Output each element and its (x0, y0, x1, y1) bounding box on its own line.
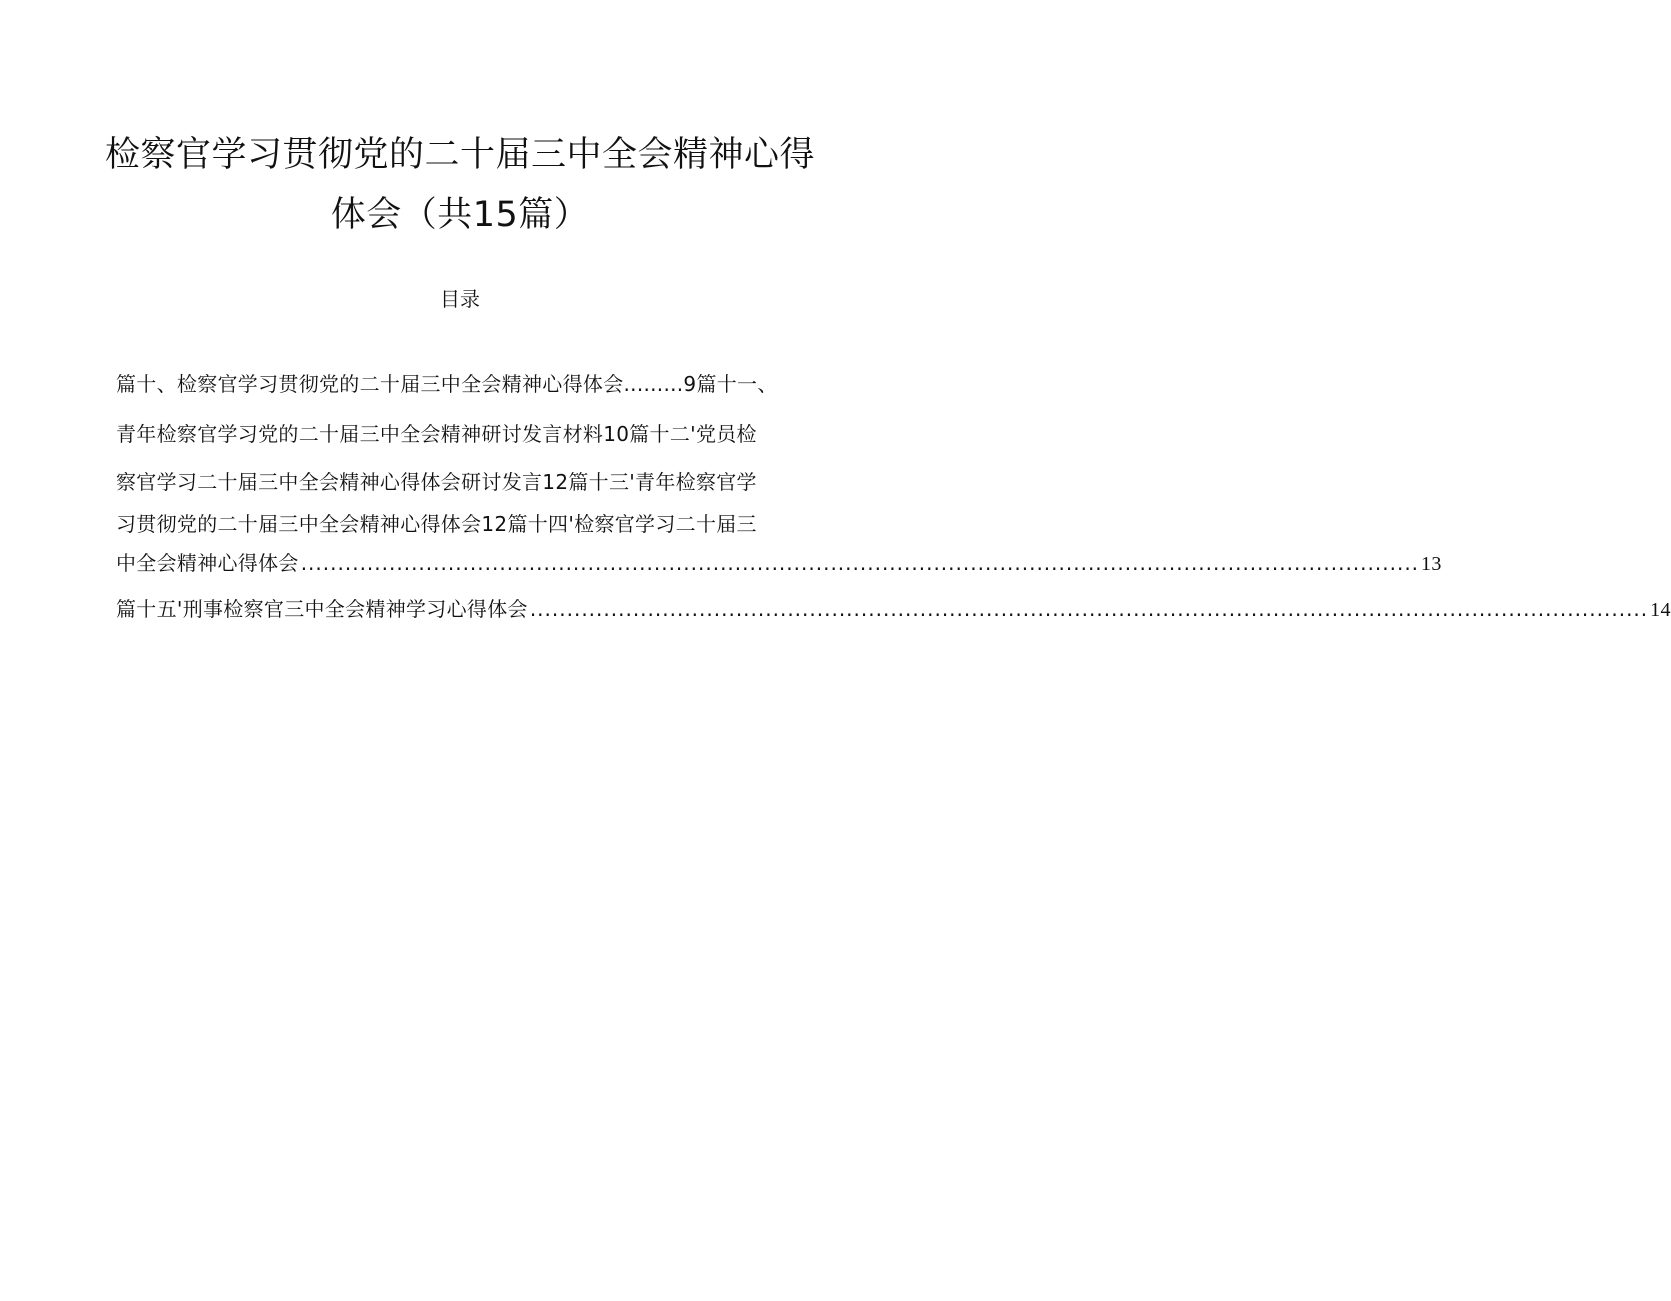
toc-line: 习贯彻党的二十届三中全会精神心得体会12篇十四'检察官学习二十届三 (116, 512, 757, 536)
toc-entry-title: 中全会精神心得体会 (116, 551, 299, 575)
toc-heading: 目录 (440, 287, 480, 311)
toc-line: 篇十、检察官学习贯彻党的二十届三中全会精神心得体会.........9篇十一、 (116, 372, 778, 396)
toc-line: 察官学习二十届三中全会精神心得体会研讨发言12篇十三'青年检察官学 (116, 470, 757, 494)
toc-entry-page: 14 (1650, 599, 1671, 621)
document-title-line-1: 检察官学习贯彻党的二十届三中全会精神心得 (104, 135, 815, 175)
toc-line: 青年检察官学习党的二十届三中全会精神研讨发言材料10篇十二'党员检 (116, 422, 757, 446)
toc-entry-leader: ........................................................................................................................................................ (300, 551, 1420, 575)
toc-entry-page: 13 (1421, 553, 1442, 575)
toc-entry-leader: ........................................................................................................................................................ (529, 597, 1649, 621)
toc-entry-title: 篇十五'刑事检察官三中全会精神学习心得体会 (116, 597, 528, 621)
document-title-line-2: 体会（共15篇） (330, 195, 590, 235)
toc-entry (116, 592, 1671, 626)
toc-entry (116, 546, 1442, 580)
